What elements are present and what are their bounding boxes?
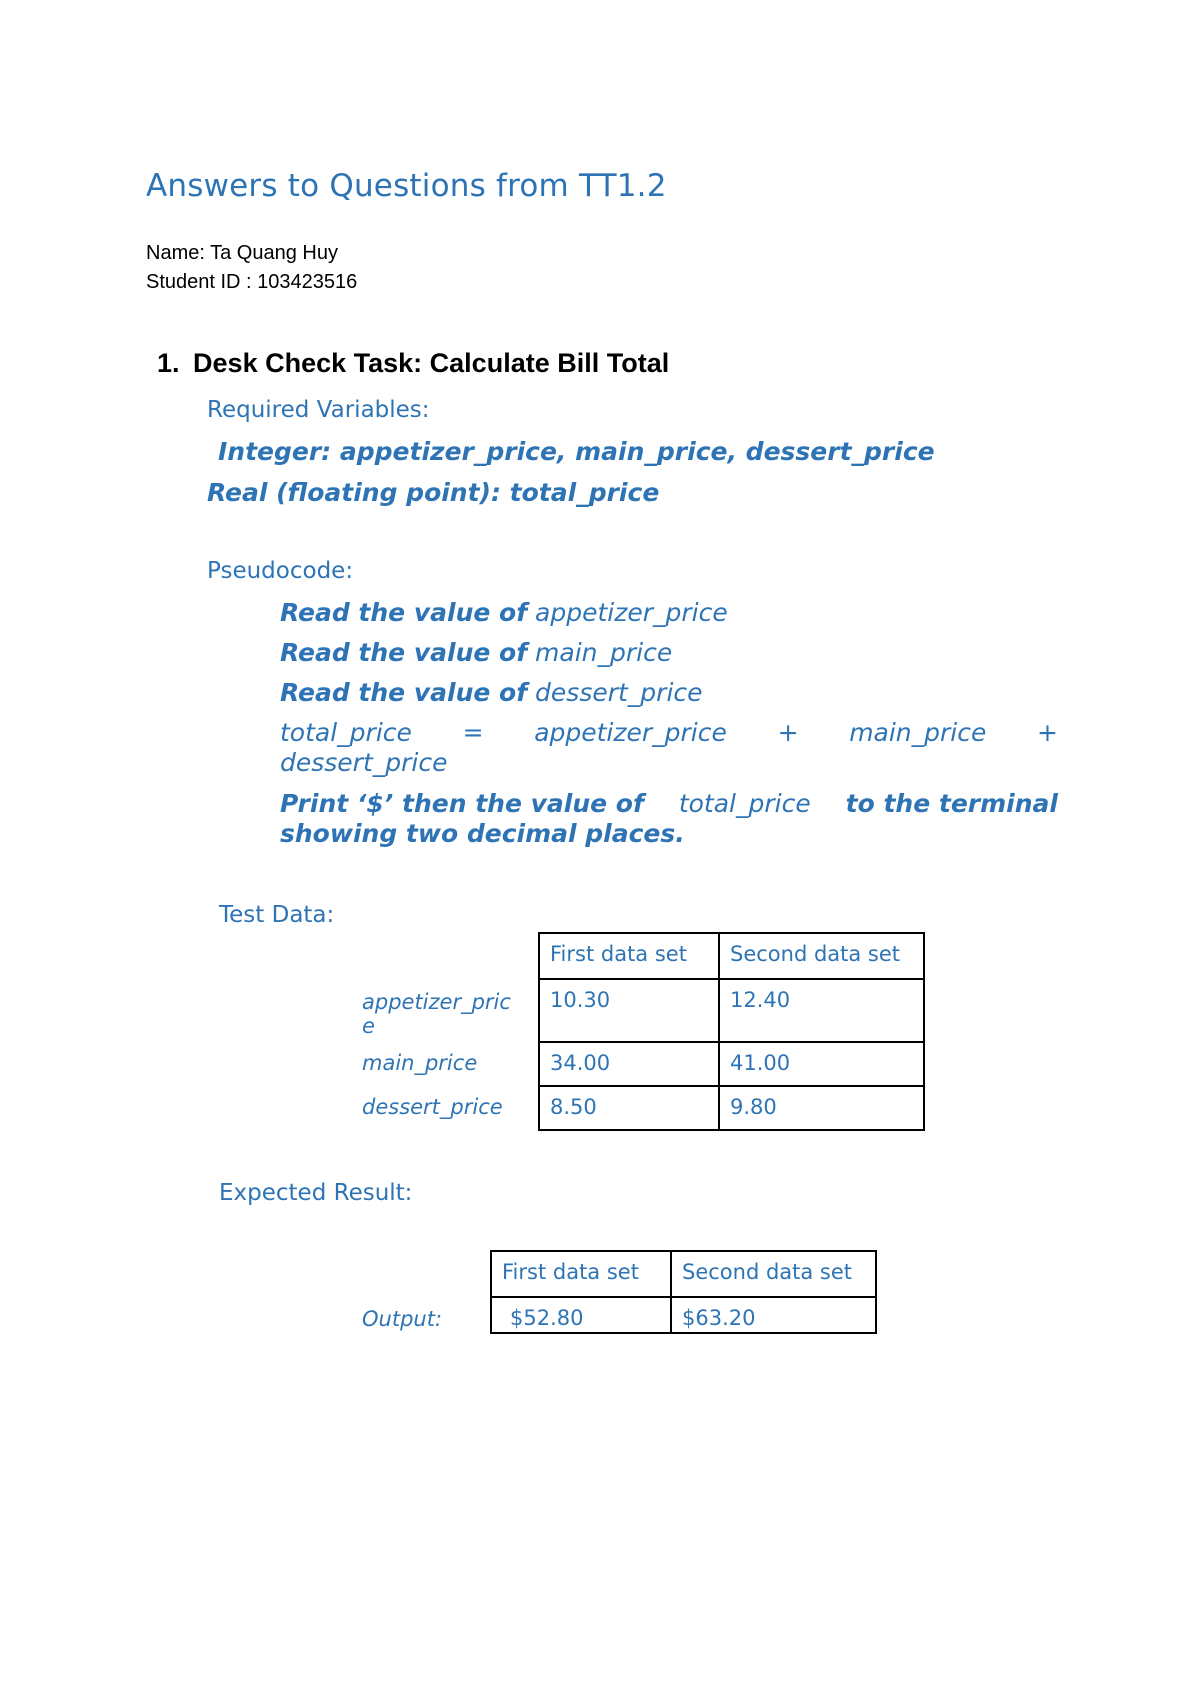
pseudocode-token: = bbox=[462, 718, 484, 747]
test-row-label-part: appetizer_pric bbox=[362, 990, 511, 1014]
pseudocode-variable: total_price bbox=[678, 789, 811, 818]
pseudocode-keyword: to the terminal bbox=[845, 789, 1058, 818]
pseudocode-line-5-cont bbox=[280, 819, 685, 848]
pseudocode-token: appetizer_price bbox=[534, 718, 727, 747]
table-cell: 10.30 bbox=[539, 979, 719, 1042]
table-cell: 12.40 bbox=[719, 979, 924, 1042]
student-id-label: Student ID : bbox=[146, 271, 252, 293]
pseudocode-line-5 bbox=[280, 789, 1058, 818]
pseudocode-keyword: Print ‘$’ then the value of bbox=[280, 789, 644, 818]
table-row bbox=[491, 1251, 876, 1297]
pseudocode-keyword: Read the value of bbox=[280, 638, 528, 667]
pseudocode-variable: main_price bbox=[535, 638, 673, 667]
pseudocode-keyword: Read the value of bbox=[280, 598, 528, 627]
pseudocode-variable: appetizer_price bbox=[535, 598, 728, 627]
table-cell: 41.00 bbox=[719, 1042, 924, 1086]
table-header-cell: First data set bbox=[491, 1251, 671, 1297]
test-row-label-appetizer bbox=[362, 990, 511, 1038]
table-row bbox=[539, 979, 924, 1042]
name-value: Ta Quang Huy bbox=[210, 242, 338, 264]
table-cell: 8.50 bbox=[539, 1086, 719, 1130]
pseudocode-line-3 bbox=[280, 678, 703, 707]
pseudocode-line-4 bbox=[280, 718, 1058, 747]
test-row-label-part: e bbox=[362, 1014, 375, 1038]
variables-real: Real (floating point): total_price bbox=[207, 478, 660, 507]
name-label: Name: bbox=[146, 242, 205, 264]
pseudocode-token: main_price bbox=[849, 718, 987, 747]
section-heading bbox=[157, 348, 669, 379]
test-row-label-main: main_price bbox=[362, 1051, 478, 1075]
pseudocode-line-4-cont: dessert_price bbox=[280, 748, 448, 777]
pseudocode-token: + bbox=[1037, 718, 1058, 747]
expected-result-table bbox=[490, 1250, 877, 1334]
pseudocode-variable: dessert_price bbox=[535, 678, 703, 707]
pseudocode-keyword: showing two decimal places. bbox=[280, 819, 685, 848]
table-row bbox=[539, 1086, 924, 1130]
pseudocode-line-1 bbox=[280, 598, 728, 627]
table-header-cell: Second data set bbox=[671, 1251, 876, 1297]
table-cell: $63.20 bbox=[671, 1297, 876, 1333]
table-cell: 34.00 bbox=[539, 1042, 719, 1086]
pseudocode-token: total_price bbox=[280, 718, 412, 747]
table-header-cell: First data set bbox=[539, 933, 719, 979]
table-cell: 9.80 bbox=[719, 1086, 924, 1130]
pseudocode-keyword: Read the value of bbox=[280, 678, 528, 707]
table-cell: $52.80 bbox=[491, 1297, 671, 1333]
document-title: Answers to Questions from TT1.2 bbox=[146, 168, 667, 204]
name-line bbox=[146, 242, 338, 265]
pseudocode-line-2 bbox=[280, 638, 672, 667]
pseudocode-token: + bbox=[777, 718, 799, 747]
test-row-label-dessert: dessert_price bbox=[362, 1095, 503, 1119]
pseudocode-label: Pseudocode: bbox=[207, 558, 354, 584]
expected-result-label: Expected Result: bbox=[219, 1180, 413, 1206]
output-row-label: Output: bbox=[362, 1307, 443, 1331]
test-data-label: Test Data: bbox=[219, 902, 335, 928]
section-title: Desk Check Task: Calculate Bill Total bbox=[193, 348, 670, 378]
table-header-cell: Second data set bbox=[719, 933, 924, 979]
variables-integer: Integer: appetizer_price, main_price, dessert_price bbox=[218, 437, 935, 466]
table-row bbox=[491, 1297, 876, 1333]
student-id-line bbox=[146, 271, 357, 294]
table-row bbox=[539, 933, 924, 979]
test-data-table bbox=[538, 932, 925, 1131]
required-variables-label: Required Variables: bbox=[207, 397, 430, 423]
section-number: 1. bbox=[157, 348, 180, 378]
table-row bbox=[539, 1042, 924, 1086]
student-id-value: 103423516 bbox=[257, 271, 358, 293]
